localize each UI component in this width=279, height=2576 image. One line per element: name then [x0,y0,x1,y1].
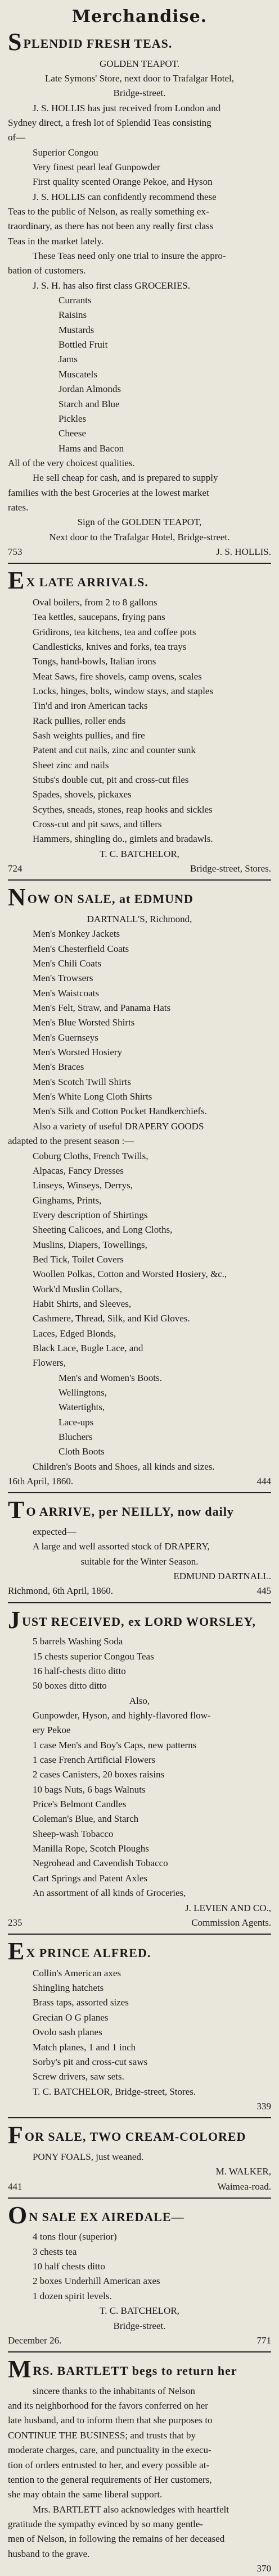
advert-line: Cloth Boots [58,1446,105,1457]
advert-line: Grecian O G planes [33,2012,109,2023]
advert-line: 50 boxes ditto ditto [33,1680,107,1692]
advert-line: Locks, hinges, bolts, window stays, and staples [33,685,214,696]
advert-line: sincere thanks to the inhabitants of Nelson [33,2385,195,2396]
drop-capital: S [8,28,22,56]
advert-line: Candlesticks, knives and forks, tea trays [33,641,187,652]
advert-line: 10 bags Nuts, 6 bags Walnuts [33,1784,146,1795]
advert-line: 4 tons flour (superior) [33,2231,117,2242]
advert-line: These Teas need only one trial to insure the appro- [33,250,226,262]
advert-line: Match planes, 1 and 1 inch [33,2041,136,2053]
advert-line: tention to the general requirements of Her customers, [8,2474,212,2485]
advert-footer [8,2180,271,2194]
advert-footer-left: 235 [8,1917,22,1928]
advert-line: PONY FOALS, just weaned. [33,2151,144,2162]
advert-line: Teas in the market lately. [8,235,104,247]
advert-line: J. S. HOLLIS has just received from London and [33,102,221,113]
advert-line: and its neighborhood for the favors conferred on her [8,2400,208,2411]
advert-footer-left: 16th April, 1860. [8,1476,74,1487]
advert-divider [8,2351,271,2352]
advert-line: Men's Guernseys [33,1032,98,1043]
advert-line: Cashmere, Thread, Silk, and Kid Gloves. [33,1313,190,1324]
advert-line: 15 chests superior Congou Teas [33,1651,154,1662]
drop-capital: F [8,2121,24,2149]
advert-line: Men's Trowsers [33,973,93,984]
advert-line: Also a variety of useful DRAPERY GOODS [33,1120,204,1132]
advert-line: 3 chests tea [33,2246,77,2257]
advert-line: Also, [129,1695,150,1706]
advert-line: 1 case Men's and Boy's Caps, new patterns [33,1739,197,1750]
advert-line: Habit Shirts, and Sleeves, [33,1298,132,1309]
advert-line: Every description of Shirtings [33,1209,148,1220]
headline-text: OW ON SALE, at EDMUND [27,892,194,906]
advert-headline [8,1937,271,1966]
headline-text: UST RECEIVED, ex LORD WORSLEY, [22,1614,256,1629]
advert-line: Tea kettles, saucepans, frying pans [33,612,165,623]
advert-divider [8,2117,271,2118]
advert-line: Men's White Long Cloth Shirts [33,1091,152,1102]
advert-line: Manilla Rope, Scotch Ploughs [33,1843,149,1854]
advert-line: Bridge-street. [113,2320,166,2331]
advert-footer-right: Waimea-road. [217,2181,271,2192]
advert-line: Mrs. BARTLETT also acknowledges with heartfelt [33,2504,229,2515]
advert-line: Bed Tick, Toilet Covers [33,1253,124,1265]
advert-line: T. C. BATCHELOR, [100,2305,179,2317]
advert-line: traordinary, as there has not been any really first class [8,221,214,232]
advert-line: Lace-ups [58,1416,94,1428]
advert-line: Spades, shovels, pickaxes [33,789,132,800]
advert-footer-right: 339 [256,2100,271,2112]
advert-line: 1 dozen spirit levels. [33,2290,112,2301]
advert-line: Hammers, shingling do., gimlets and bradawls. [33,833,213,845]
advert-line: 1 case French Artificial Flowers [33,1754,156,1766]
advert-line: He sell cheap for cash, and is prepared to supply [33,472,218,484]
advert-block [8,1934,271,2114]
advert-line: An assortment of all kinds of Groceries, [33,1887,186,1899]
advert-footer [8,2099,271,2114]
advert-line: T. C. BATCHELOR, [100,848,179,859]
advert-line: Men's Worsted Hosiery [33,1047,123,1058]
advert-line: Cheese [58,428,87,439]
advert-line: J. S. HOLLIS can confidently recommend these [33,191,217,202]
advert-line: Sheet zinc and nails [33,759,109,770]
advert-line: Woollen Polkas, Cotton and Worsted Hosiery, &c., [33,1269,227,1280]
advert-footer-left: 753 [8,546,22,557]
advert-footer-right: 445 [256,1585,271,1597]
advert-line: Black Lace, Bugle Lace, and [33,1342,143,1353]
advert-line: bation of customers. [8,265,86,276]
advert-line: Meat Saws, fire shovels, camp ovens, scales [33,671,202,682]
advert-line: Linseys, Winseys, Derrys, [33,1180,133,1191]
advert-line: Pickles [58,413,87,424]
advert-line: Starch and Blue [58,398,120,409]
advert-line: Alpacas, Fancy Dresses [33,1165,124,1176]
advert-column [8,28,271,2576]
advert-line: Rack pullies, roller ends [33,715,126,726]
headline-text: OR SALE, TWO CREAM-COLORED [24,2130,246,2144]
advert-line: Scythes, sneads, stones, reap hooks and sickles [33,804,213,815]
advert-line: Wellingtons, [58,1387,107,1398]
advert-line: Jams [58,354,78,365]
advert-line: gratitude the sympathy evinced by so many gentle- [8,2518,203,2529]
advert-line: suitable for the Winter Season. [80,1556,199,1567]
advert-line: First quality scented Orange Pekoe, and Hyson [33,176,213,188]
advert-line: ery Pekoe [33,1725,71,1736]
advert-line: Price's Belmont Candles [33,1799,127,1810]
advert-line: Coleman's Blue, and Starch [33,1813,139,1825]
advert-line: Men's Chesterfield Coats [33,943,129,954]
advert-line: Negrohead and Cavendish Tobacco [33,1858,168,1869]
headline-text: X LATE ARRIVALS. [26,575,148,590]
headline-text: PLENDID FRESH TEAS. [23,37,173,51]
advert-line: of— [8,132,26,143]
advert-footer-left: 441 [8,2181,22,2192]
advert-line: adapted to the present season :— [8,1136,134,1147]
drop-capital: E [8,1937,25,1966]
advert-line: Brass taps, assorted sizes [33,1997,129,2008]
drop-capital: T [8,1496,25,1524]
advert-line: T. C. BATCHELOR, Bridge-street, Stores. [33,2086,196,2097]
advert-line: EDMUND DARTNALL. [173,1571,271,1582]
advert-line: Next door to the Trafalgar Hotel, Bridge-street. [49,531,230,542]
advert-line: Ovolo sash planes [33,2027,102,2038]
advert-headline [8,883,271,911]
advert-line: Superior Congou [33,147,98,158]
headline-text: N SALE EX AIREDALE— [29,2209,184,2224]
advert-line: husband to the grave. [8,2548,90,2559]
advert-footer [8,1584,271,1598]
advert-line: Sash weights pullies, and fire [33,730,145,741]
advert-footer [8,1916,271,1930]
advert-headline [8,28,271,56]
advert-headline [8,2121,271,2149]
advert-line: 16 half-chests ditto ditto [33,1666,126,1676]
advert-line: Jordan Almonds [58,384,121,395]
advert-line: Sorby's pit and cross-cut saws [33,2056,148,2067]
drop-capital: O [8,2201,28,2229]
advert-line: J. S. H. has also first class GROCERIES. [33,280,191,291]
advert-line: Cart Springs and Patent Axles [33,1872,147,1884]
advert-line: tion of orders entrusted to her, and every possible at- [8,2459,210,2470]
drop-capital: E [8,567,25,595]
advert-line: Patent and cut nails, zinc and counter sunk [33,745,196,756]
drop-capital: N [8,883,26,911]
advert-line: J. LEVIEN AND CO., [185,1902,271,1913]
advert-headline [8,2355,271,2383]
advert-divider [8,879,271,881]
advert-block [8,28,271,559]
advert-line: 5 barrels Washing Soda [33,1636,123,1647]
advert-line: Men's Felt, Straw, and Panama Hats [33,1002,171,1014]
advert-block [8,2197,271,2348]
advert-line: families with the best Groceries at the lowest market [8,487,209,498]
advert-line: CONTINUE THE BUSINESS; and trusts that by [8,2429,196,2441]
advert-line: Sydney direct, a fresh lot of Splendid Teas consisting [8,117,212,128]
advert-line: M. WALKER, [215,2166,271,2177]
advert-footer-right: 370 [256,2563,271,2574]
advert-block [8,1602,271,1930]
advert-line: expected— [33,1526,76,1537]
advert-block [8,2117,271,2194]
headline-text: RS. BARTLETT begs to return her [33,2364,237,2378]
advert-line: Very finest pearl leaf Gunpowder [33,162,160,172]
advert-line: Bridge-street. [113,88,166,99]
advert-block [8,879,271,1489]
advert-line: 10 half chests ditto [33,2261,105,2272]
advert-footer-left: Richmond, 6th April, 1860. [8,1585,113,1597]
advert-line: Teas to the public of Nelson, as really something ex- [8,206,209,217]
advert-footer [8,2561,271,2576]
advert-line: Mustards [58,324,94,335]
advert-block [8,563,271,876]
advert-footer-right: J. S. HOLLIS. [216,546,271,557]
advert-footer-right: 771 [256,2335,271,2346]
headline-text: O ARRIVE, per NEILLY, now daily [26,1504,234,1519]
advert-line: Ginghams, Prints, [33,1194,102,1206]
advert-line: Gridirons, tea kitchens, tea and coffee pots [33,626,196,637]
advert-line: DARTNALL'S, Richmond, [87,914,192,924]
advert-footer-right: Bridge-street, Stores. [190,863,271,874]
advert-line: Bluchers [58,1431,93,1443]
advert-line: men of Nelson, in following the remains of her deceased [8,2533,225,2545]
advert-headline [8,2201,271,2229]
advert-line: Raisins [58,309,87,321]
advert-line: moderate charges, care, and punctuality in the execu- [8,2445,212,2456]
advert-line: Sheep-wash Tobacco [33,1828,114,1839]
advert-line: All of the very choicest qualities. [8,457,135,468]
advert-footer-left: 724 [8,863,22,874]
advert-divider [8,1492,271,1493]
advert-line: Men's Braces [33,1061,84,1073]
advert-footer [8,2333,271,2348]
advert-footer [8,1474,271,1489]
advert-line: rates. [8,501,29,513]
advert-line: Men's Chili Coats [33,958,102,969]
advert-line: Muslins, Diapers, Towellings, [33,1239,147,1250]
advert-line: Watertights, [58,1402,105,1413]
advert-footer [8,545,271,559]
advert-line: Screw drivers, saw sets. [33,2071,124,2082]
advert-line: Shingling hatchets [33,1982,104,1994]
advert-line: Currants [58,295,92,306]
advert-line: she may obtain the same liberal support. [8,2489,163,2500]
advert-line: Gunpowder, Hyson, and highly-flavored flow- [33,1710,211,1721]
advert-line: A large and well assorted stock of DRAPERY, [33,1541,210,1552]
advert-headline [8,1496,271,1524]
advert-line: Oval boilers, from 2 to 8 gallons [33,596,158,608]
headline-text: X PRINCE ALFRED. [26,1946,151,1961]
advert-line: Tin'd and iron American tacks [33,700,148,712]
advert-line: Collin's American axes [33,1967,121,1978]
advert-divider [8,1602,271,1603]
section-masthead: Merchandise. [71,7,208,26]
advert-line: Hams and Bacon [58,443,124,454]
advert-line: Stubs's double cut, pit and cross-cut files [33,774,189,785]
advert-divider [8,2197,271,2199]
advert-line: Laces, Edged Blonds, [33,1328,116,1339]
advert-divider [8,563,271,564]
advert-line: Tongs, hand-bowls, Italian irons [33,656,156,667]
advert-footer-right: Commission Agents. [191,1917,271,1928]
advert-line: Flowers, [33,1357,66,1369]
advert-line: Men's Scotch Twill Shirts [33,1076,131,1087]
advert-footer-right: 444 [256,1476,271,1487]
drop-capital: J [8,1606,21,1634]
advert-divider [8,1934,271,1935]
advert-line: Muscatels [58,368,97,380]
advert-line: Men's Blue Worsted Shirts [33,1017,135,1028]
advert-line: Cross-cut and pit saws, and tillers [33,819,162,830]
advert-line: 2 cases Canisters, 20 boxes raisins [33,1769,165,1780]
advert-line: Men's and Women's Boots. [58,1372,162,1383]
advert-line: Men's Silk and Cotton Pocket Handkerchiefs. [33,1106,207,1117]
advert-line: Late Symons' Store, next door to Trafalgar Hotel, [45,72,234,84]
advert-line: Men's Waistcoats [33,987,100,999]
advert-line: late husband, and to inform them that she purposes to [8,2415,213,2426]
advert-line: Sheeting Calicoes, and Long Cloths, [33,1224,173,1235]
advert-headline [8,1606,271,1634]
advert-headline [8,567,271,595]
advert-line: Men's Monkey Jackets [33,928,120,940]
advert-line: 2 boxes Underhill American axes [33,2276,160,2287]
advert-line: Coburg Cloths, French Twills, [33,1150,148,1161]
advert-block [8,1492,271,1598]
advert-line: Children's Boots and Shoes, all kinds and sizes. [33,1461,215,1472]
drop-capital: M [8,2355,32,2383]
advert-footer-left: December 26. [8,2335,62,2346]
advert-line: Bottled Fruit [58,339,108,350]
advert-block [8,2351,271,2576]
advert-footer [8,861,271,876]
advert-line: Work'd Muslin Collars, [33,1283,122,1294]
advert-line: GOLDEN TEAPOT. [100,58,179,69]
advert-line: Sign of the GOLDEN TEAPOT, [77,517,202,528]
